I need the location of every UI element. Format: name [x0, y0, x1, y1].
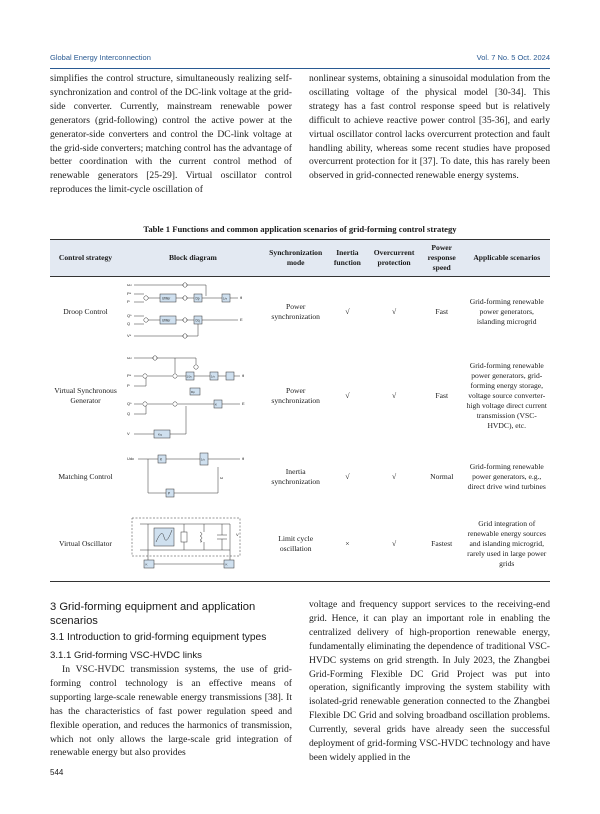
diagram-label: Dp	[195, 296, 200, 301]
cell-scenarios: Grid integration of renewable energy sources and islanding microgrid, rarely used in large power grids	[467, 519, 547, 569]
diagram-label: P	[126, 383, 130, 388]
cell-sync: Inertia synchronization	[271, 466, 320, 486]
table-row	[50, 347, 550, 446]
cell-inertia: √	[345, 306, 350, 316]
header-sync: Synchronization mode	[265, 240, 327, 277]
diagram-label: E	[239, 316, 243, 322]
header-diagram: Block diagram	[121, 240, 265, 277]
diagram-label: V	[235, 532, 239, 538]
diagram-label: Q	[126, 320, 131, 326]
cell-sync: Power synchronization	[271, 386, 320, 405]
top-right-column	[309, 72, 550, 183]
cell-scenarios: Grid-forming renewable power generators, grid-forming energy storage, voltage source converter-high voltage direct current transmission (VSC-HVDC), etc.	[466, 361, 547, 430]
cell-speed: Fastest	[431, 539, 453, 549]
cell-speed: Fast	[435, 306, 449, 316]
diagram-label: θ	[241, 455, 245, 461]
droop-control-diagram	[121, 277, 265, 347]
diagram-label: Kq	[157, 432, 162, 437]
cell-inertia: ×	[345, 539, 350, 549]
paragraph: In VSC-HVDC transmission systems, the use of grid-forming control technology is an effective means of supporting large-scale renewable energy transmissions [38]. It has the characteristics of fast power regulation speed and flexible operation, and reduces the harmonics of transmission, which not only allows the large-scale grid integration of renewable energy but also provides	[50, 664, 292, 759]
paragraph: simplifies the control structure, simultaneously realizing self-synchronization and control of the DC-link voltage at the grid-side converter. Currently, mainstream renewable power generators (grid-following) control the active power at the generator-side converters and control the DC-link voltage at the grid-side converters; matching control has the advantage of better coordination with the current control method of renewable generators [25-29]. Virtual oscillator control reproduces the limit-cycle oscillation of	[50, 73, 292, 196]
diagram-label: K	[225, 562, 228, 567]
header-strategy: Control strategy	[50, 240, 121, 277]
cell-overcurrent: √	[391, 539, 397, 549]
table-header-row	[50, 240, 550, 277]
diagram-label: E	[241, 401, 245, 406]
cell-scenarios: Grid-forming renewable power generators, islanding microgrid	[469, 296, 544, 326]
cell-sync: Power synchronization	[271, 301, 320, 321]
diagram-label: K	[145, 562, 148, 567]
paragraph: nonlinear systems, obtaining a sinusoidal modulation from the oscillating voltage of the physical model [30-34]. This strategy has a fast control response speed but is relatively difficult to achieve reactive power control [35-36], and early virtual oscillator control lacks overcurrent protection and fault handling ability, whereas some recent studies have proposed overcurrent protection for it [37]. To date, this has rarely been observed in grid-connected renewable energy systems.	[309, 73, 550, 182]
diagram-label: P*	[126, 290, 132, 296]
diagram-label: Ufilter	[161, 318, 171, 323]
diagram-label: V*	[126, 332, 132, 338]
diagram-label: ωₙ	[126, 281, 132, 287]
cell-strategy: Droop Control	[63, 306, 108, 316]
diagram-label: ωₙ	[126, 355, 132, 360]
virtual-oscillator-diagram	[121, 508, 265, 582]
subsection-heading: 3.1 Introduction to grid-forming equipment types	[50, 632, 267, 643]
diagram-label: 1/s	[222, 296, 227, 301]
cell-overcurrent: √	[391, 471, 397, 481]
cell-overcurrent: √	[391, 306, 397, 316]
matching-control-diagram	[121, 446, 265, 508]
diagram-label: θ	[241, 373, 245, 378]
header-speed: Power response speed	[420, 240, 464, 277]
diagram-label: P	[126, 298, 130, 304]
diagram-label: Udc	[126, 455, 135, 461]
diagram-label: Dp	[190, 390, 195, 394]
diagram-label: P*	[126, 373, 132, 378]
cell-speed: Fast	[435, 391, 449, 400]
cell-scenarios: Grid-forming renewable power generators, e.g., direct drive wind turbines	[467, 461, 546, 491]
journal-name: Global Energy Interconnection	[50, 53, 151, 62]
cell-strategy: Virtual Oscillator	[59, 539, 112, 549]
paragraph: voltage and frequency support services to the receiving-end grid. Hence, it can play an important role in enabling the centralized delivery of high-proportion renewable energy, fundamentally eliminating the dependence of traditional VSC-HVDC systems on grid strength. In July 2023, the Zhangbei Grid-Forming Flexible DC Grid Project was put into operation, significantly improving the system stability with isolated-grid renewable generation connected to the Zhangbei Flexible DC Grid and solving broadband oscillation problems. Currently, several grids have already seen the successful deployment of grid-forming VSC-HVDC technology and have been widely applied in the	[309, 599, 550, 763]
diagram-label: K	[159, 457, 163, 461]
diagram-label: K	[214, 402, 217, 407]
diagram-label: 1/Js	[186, 374, 192, 379]
diagram-label: ω	[219, 474, 224, 480]
cell-inertia: √	[345, 391, 350, 400]
strategy-table	[50, 239, 550, 582]
header-inertia: Inertia function	[327, 240, 369, 277]
diagram-label: Dq	[195, 318, 200, 323]
running-header	[50, 53, 550, 65]
diagram-label: Q	[126, 411, 131, 416]
header-overcurrent: Overcurrent protection	[368, 240, 420, 277]
diagram-label: 1/s	[200, 457, 205, 461]
cell-inertia: √	[345, 471, 350, 481]
diagram-label: Q*	[126, 312, 132, 318]
subsubsection-heading: 3.1.1 Grid-forming VSC-HVDC links	[50, 650, 202, 661]
diagram-label: V	[126, 431, 130, 436]
table-row	[50, 508, 550, 582]
cell-overcurrent: √	[391, 391, 397, 400]
diagram-label: 1/s	[210, 374, 215, 379]
header-rule	[50, 68, 550, 69]
cell-sync: Limit cycle oscillation	[278, 534, 314, 554]
cell-speed: Normal	[430, 471, 454, 481]
vsg-diagram	[121, 347, 265, 446]
table-row	[50, 446, 550, 508]
body-right-column	[309, 598, 550, 765]
diagram-label: θ	[239, 294, 243, 300]
header-scenarios: Applicable scenarios	[464, 240, 550, 277]
table-row	[50, 277, 550, 347]
issue-info: Vol. 7 No. 5 Oct. 2024	[476, 53, 550, 62]
cell-strategy: Matching Control	[58, 471, 113, 481]
diagram-label: P	[167, 491, 171, 495]
body-left-column	[50, 663, 292, 760]
top-left-column	[50, 72, 292, 197]
page-number: 544	[50, 768, 64, 777]
cell-strategy: Virtual Synchronous Generator	[54, 386, 117, 405]
table-caption: Table 1 Functions and common application scenarios of grid-forming control strategy	[143, 224, 457, 234]
section-heading: 3 Grid-forming equipment and application scenarios	[50, 601, 256, 627]
diagram-label: Q*	[126, 401, 132, 406]
diagram-label: Ufilter	[161, 296, 171, 301]
